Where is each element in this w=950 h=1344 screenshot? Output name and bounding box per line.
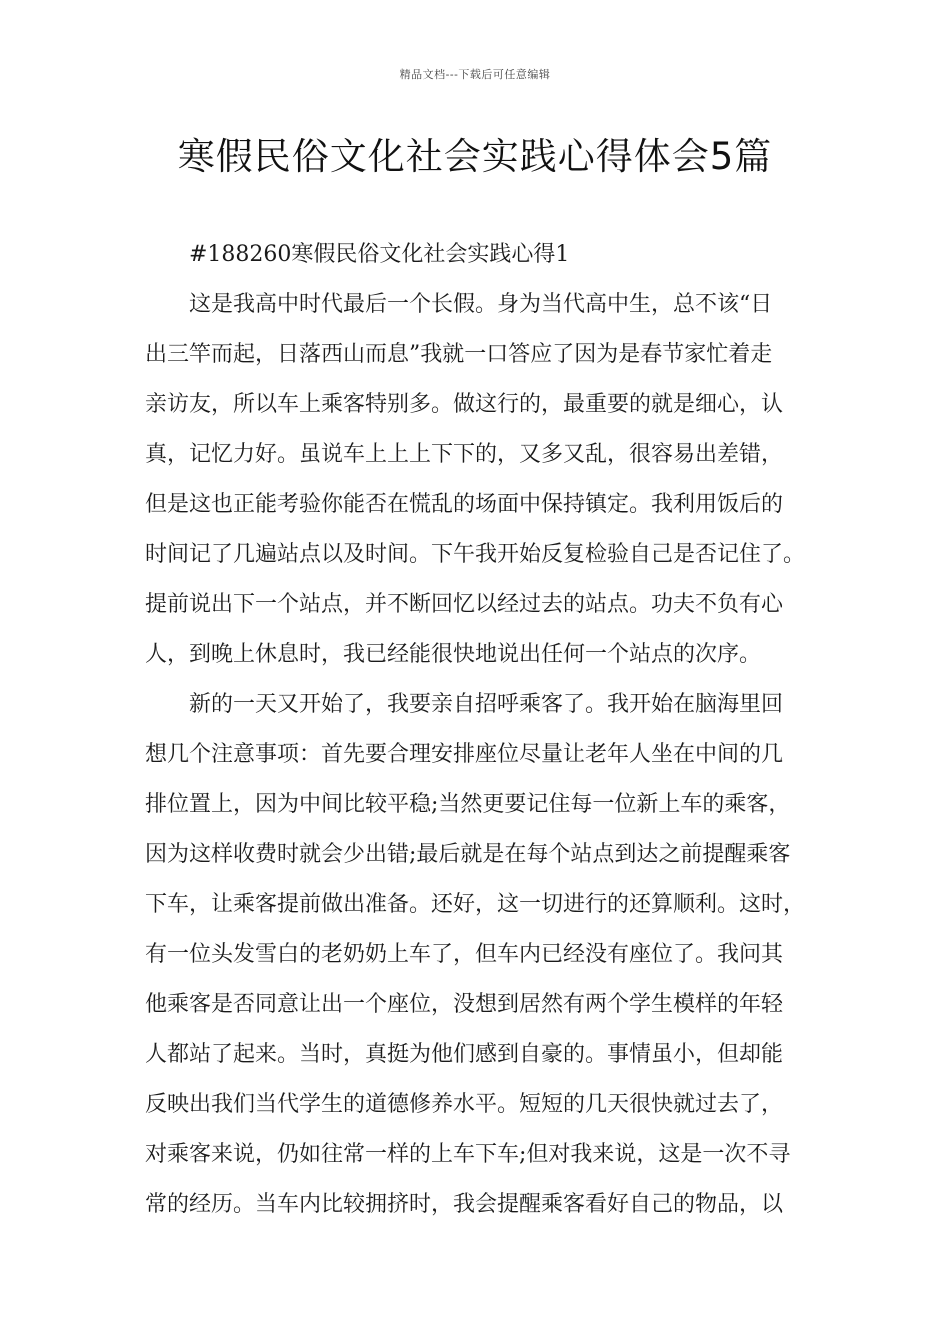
paragraph-line: 下车，让乘客提前做出准备。还好，这一切进行的还算顺利。这时， bbox=[145, 892, 806, 917]
paragraph-line: 真，记忆力好。虽说车上上上下下的，又多又乱，很容易出差错， bbox=[145, 442, 784, 467]
paragraph-line: 反映出我们当代学生的道德修养水平。短短的几天很快就过去了， bbox=[145, 1092, 784, 1117]
paragraph-line: 时间记了几遍站点以及时间。下午我开始反复检验自己是否记住了。 bbox=[145, 542, 806, 567]
paragraph-line: 有一位头发雪白的老奶奶上车了，但车内已经没有座位了。我问其 bbox=[145, 942, 784, 967]
paragraph-line: 但是这也正能考验你能否在慌乱的场面中保持镇定。我利用饭后的 bbox=[145, 492, 784, 517]
paragraph-line: 人都站了起来。当时，真挺为他们感到自豪的。事情虽小，但却能 bbox=[145, 1042, 784, 1067]
section-heading: #188260寒假民俗文化社会实践心得1 bbox=[189, 242, 570, 267]
paragraph-line: 因为这样收费时就会少出错;最后就是在每个站点到达之前提醒乘客 bbox=[145, 842, 791, 867]
paragraph-line: 想几个注意事项：首先要合理安排座位尽量让老年人坐在中间的几 bbox=[145, 742, 784, 767]
paragraph-line: 这是我高中时代最后一个长假。身为当代高中生，总不该“日 bbox=[189, 292, 773, 317]
document-body bbox=[145, 230, 817, 1230]
paragraph-line: 排位置上，因为中间比较平稳;当然更要记住每一位新上车的乘客， bbox=[145, 792, 791, 817]
paragraph-line: 出三竿而起，日落西山而息”我就一口答应了因为是春节家忙着走 bbox=[145, 342, 773, 367]
paragraph-line: 新的一天又开始了，我要亲自招呼乘客了。我开始在脑海里回 bbox=[189, 692, 784, 717]
paragraph-line: 对乘客来说，仍如往常一样的上车下车;但对我来说，这是一次不寻 bbox=[145, 1142, 791, 1167]
document-title: 寒假民俗文化社会实践心得体会5篇 bbox=[177, 135, 773, 178]
paragraph-line: 常的经历。当车内比较拥挤时，我会提醒乘客看好自己的物品，以 bbox=[145, 1192, 784, 1217]
paragraph-line: 他乘客是否同意让出一个座位，没想到居然有两个学生模样的年轻 bbox=[145, 992, 784, 1017]
paragraph-line: 人，到晚上休息时，我已经能很快地说出任何一个站点的次序。 bbox=[145, 642, 762, 667]
paragraph-line: 亲访友，所以车上乘客特别多。做这行的，最重要的就是细心，认 bbox=[145, 392, 784, 417]
paragraph-line: 提前说出下一个站点，并不断回忆以经过去的站点。功夫不负有心 bbox=[145, 592, 784, 617]
header-note: 精品文档---下载后可任意编辑 bbox=[399, 68, 551, 81]
